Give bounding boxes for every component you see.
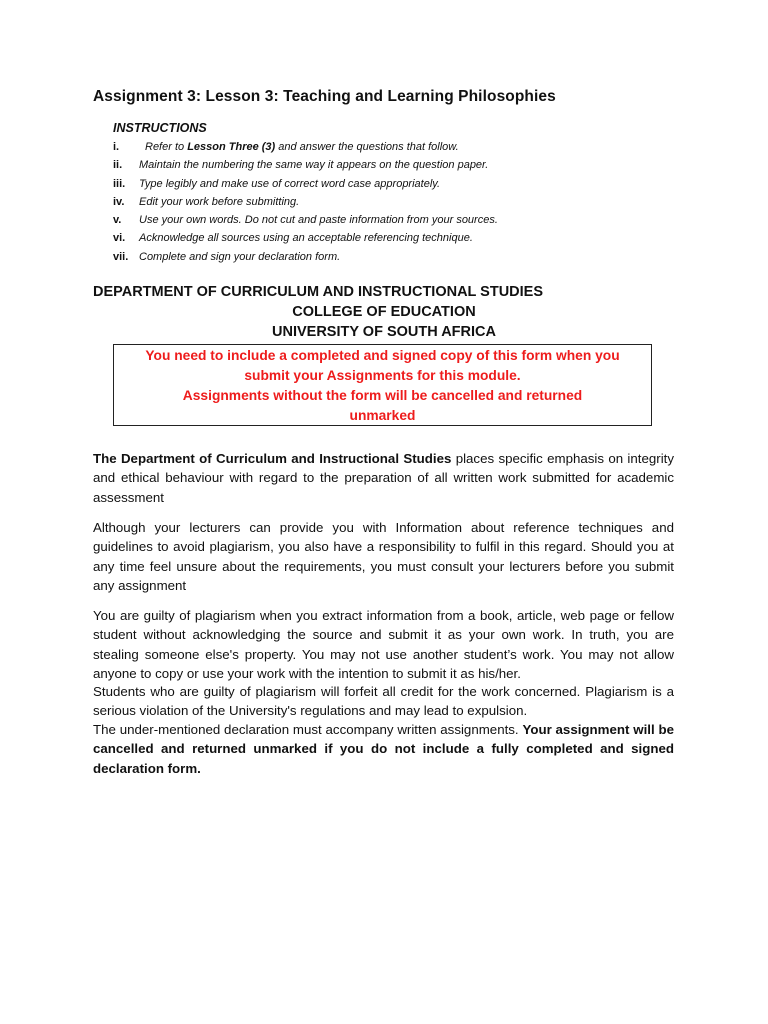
instruction-item <box>113 229 633 247</box>
notice-line: submit your Assignments for this module. <box>244 368 521 383</box>
paragraph-bold-lead: The Department of Curriculum and Instructional Studies <box>93 451 452 466</box>
instructions-list <box>113 138 633 266</box>
instruction-item <box>113 138 633 156</box>
department-heading: DEPARTMENT OF CURRICULUM AND INSTRUCTIONAL STUDIES <box>93 284 544 300</box>
paragraph-responsibility: Although your lecturers can provide you with Information about reference techniques and guidelines to avoid plagiarism, you also have a responsibility to fulfil in this regard. Should you at any time feel unsure about the requirements, you must consult your lecturers before you submit any assignment <box>93 520 674 593</box>
paragraph-declaration <box>93 720 674 778</box>
instruction-item <box>113 175 633 193</box>
instruction-text: Acknowledge all sources using an acceptable referencing technique. <box>139 232 473 245</box>
paragraph-plagiarism-definition: You are guilty of plagiarism when you extract information from a book, article, web page or fellow student without acknowledging the source and submit it as your own work. In truth, you are stealing someone else's property. You may not use another student’s work. You may not allow anyone to copy or use your work with the intention to submit it as his/her. <box>93 608 674 681</box>
notice-line: unmarked <box>349 408 416 423</box>
instruction-text: Maintain the numbering the same way it appears on the question paper. <box>139 159 489 172</box>
instruction-text: Edit your work before submitting. <box>139 195 300 208</box>
instruction-number: iv. <box>113 195 125 208</box>
instruction-text: Type legibly and make use of correct word case appropriately. <box>139 177 441 190</box>
instructions-heading: INSTRUCTIONS <box>113 121 207 135</box>
paragraph-text: The under-mentioned declaration must accompany written assignments. <box>93 722 523 737</box>
notice-box <box>113 344 652 426</box>
assignment-title: Assignment 3: Lesson 3: Teaching and Learning Philosophies <box>93 88 556 105</box>
instruction-text <box>145 138 459 156</box>
instruction-text-bold: Lesson Three (3) <box>187 141 276 153</box>
instruction-number: vii. <box>113 250 129 263</box>
instruction-number: ii. <box>113 159 123 172</box>
instruction-number: i. <box>113 141 120 153</box>
instruction-text-pre: Refer to <box>145 141 188 153</box>
university-heading: UNIVERSITY OF SOUTH AFRICA <box>272 324 496 340</box>
instruction-text: Use your own words. Do not cut and paste information from your sources. <box>139 214 498 227</box>
notice-line: You need to include a completed and signed copy of this form when you <box>145 348 620 363</box>
instruction-text: Complete and sign your declaration form. <box>139 250 341 263</box>
instruction-text-post: and answer the questions that follow. <box>275 141 459 153</box>
paragraph-bold-warning: Your assignment will be cancelled and returned unmarked if you do not include a fully completed and signed declaration form. <box>93 722 674 776</box>
instruction-item <box>113 248 633 266</box>
instruction-item <box>113 211 633 229</box>
notice-line: Assignments without the form will be cancelled and returned <box>182 388 583 403</box>
instruction-number: vi. <box>113 232 126 245</box>
instruction-number: v. <box>113 214 122 227</box>
college-heading: COLLEGE OF EDUCATION <box>292 304 476 320</box>
paragraph-text: places specific emphasis on integrity and ethical behaviour with regard to the preparation of all written work submitted for academic assessment <box>93 451 674 505</box>
paragraph-integrity <box>93 449 674 507</box>
instruction-item <box>113 193 633 211</box>
notice-text <box>114 346 651 426</box>
instruction-number: iii. <box>113 177 126 190</box>
paragraph-plagiarism-consequences: Students who are guilty of plagiarism will forfeit all credit for the work concerned. Plagiarism is a serious violation of the University's regulations and may lead to expulsion. <box>93 684 674 719</box>
instruction-item <box>113 156 633 174</box>
